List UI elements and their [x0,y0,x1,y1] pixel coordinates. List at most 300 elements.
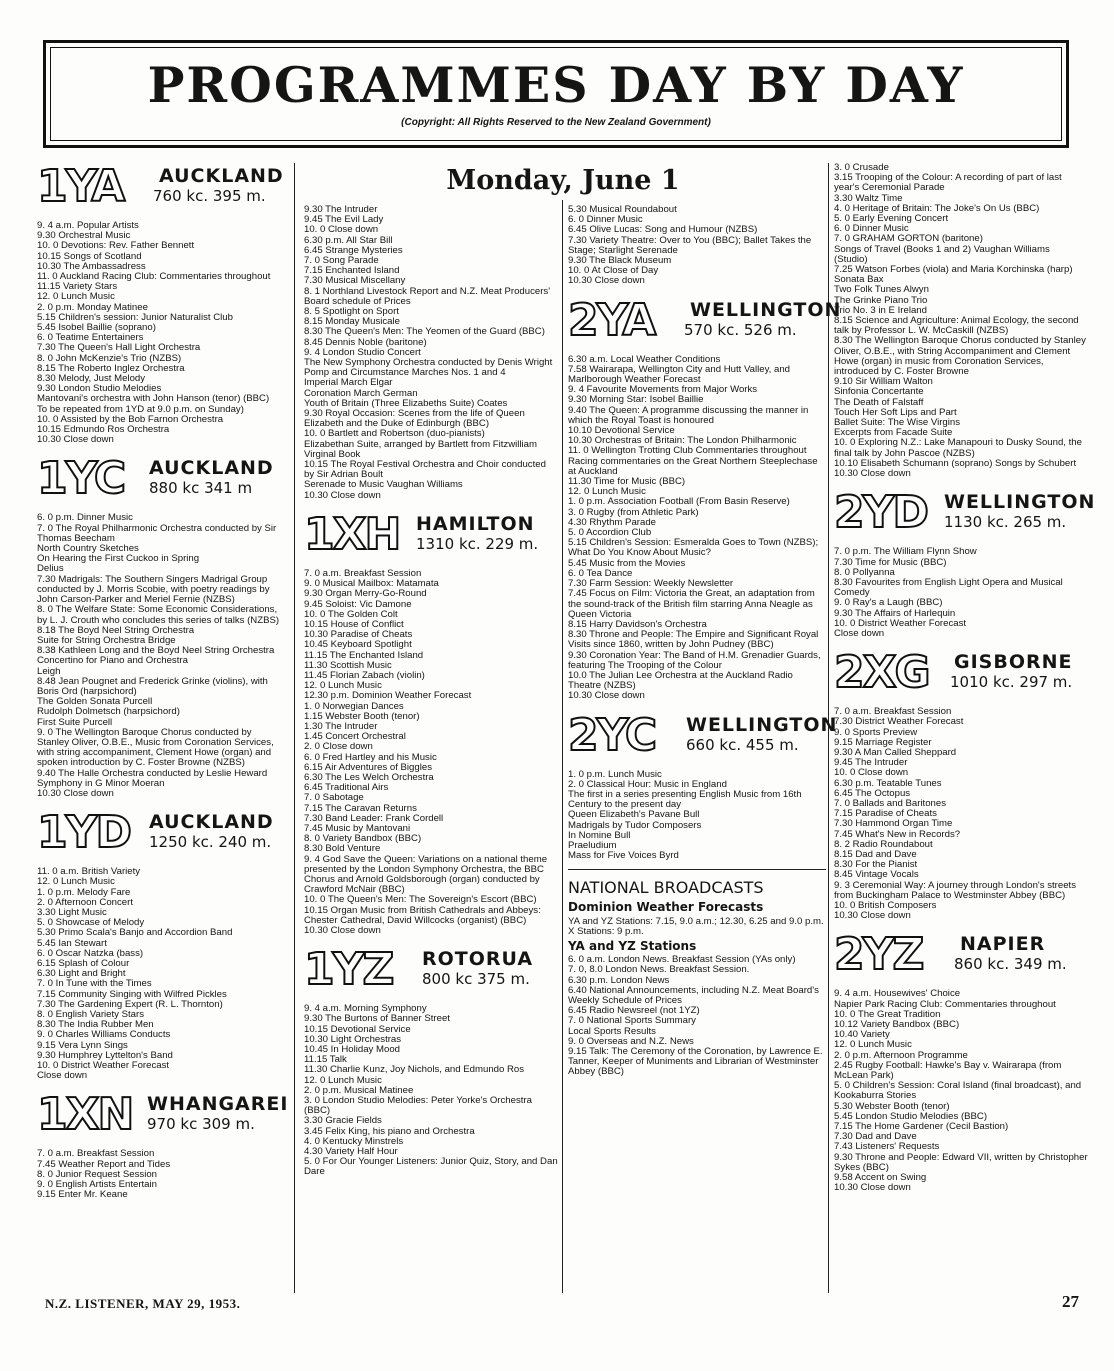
programme-line: First Suite Purcell [37,716,113,728]
programme-line: 10. 0 Exploring N.Z.: Lake Manapouri to Dusky Sound, the final talk by John Pascoe (NZBS) [834,437,1082,459]
programme-line: 1.15 Webster Booth (tenor) [304,710,420,722]
station-logo: 1YC [37,453,125,505]
programme-line: The New Symphony Orchestra conducted by Denis Wright [304,357,553,369]
programme-line: 8. 5 Spotlight on Sport [304,306,399,318]
programme-line: 11. 0 Auckland Racing Club: Commentaries throughout [37,271,271,283]
programme-line: 9.40 The Halle Orchestra conducted by Leslie Heward [37,767,268,779]
schedule-2xg [834,707,1088,921]
programme-line: 10.15 House of Conflict [304,618,404,630]
programme-line: 5. 0 Children's Session: Coral Island (final broadcast), and Kookaburra Stories [834,1080,1082,1102]
programme-line: 12. 0 Lunch Music [834,1039,912,1051]
programme-line: 6.45 Radio Newsreel (not 1YZ) [568,1005,700,1017]
programme-line: 10. 0 District Weather Forecast [834,617,967,629]
schedule-1yc [37,513,281,799]
programme-line: 6. 0 Dinner Music [568,214,643,226]
programme-line: 7. 0 Ballads and Baritones [834,797,947,809]
programme-line: Close down [834,627,885,639]
station-logo: 1YA [37,161,124,212]
column-1 [37,161,289,1293]
national-broadcasts-title: NATIONAL BROADCASTS [568,869,826,898]
programme-line: 10.30 Close down [568,275,645,287]
station-city: AUCKLAND [149,457,274,480]
programme-line: 9. 4 a.m. Popular Artists [37,220,139,231]
programme-line: 7.30 Musical Miscellany [304,275,406,287]
programme-line: 12. 0 Lunch Music [37,876,115,888]
programme-line: On Hearing the First Cuckoo in Spring [37,553,200,565]
programme-line: 9. 0 English Artists Entertain [37,1179,157,1191]
schedule-2yc [568,770,826,862]
programme-line: 5.45 Ian Stewart [37,937,107,949]
station-header-2yc [568,709,838,764]
programme-line: 10. 0 Assisted by the Bob Farnon Orchestra [37,413,224,425]
programme-line: 10. 0 The Great Tradition [834,1008,941,1020]
programme-line: 8. 0 Junior Request Session [37,1168,157,1180]
programme-line: 10.40 Variety [834,1029,890,1041]
programme-line: 7.30 Dad and Dave [834,1131,917,1143]
programme-line: 7.30 District Weather Forecast [834,716,964,728]
programme-line: 9.45 The Evil Lady [304,214,384,226]
programme-line: 9.30 The Black Museum [568,255,672,267]
schedule-1xn-continued [304,205,558,501]
programme-line: Praeludium [568,839,617,851]
programme-line: 8. 0 Pollyanna [834,566,895,578]
programme-line: 9.30 The Burtons of Banner Street [304,1013,450,1025]
programme-line: 6. 0 Oscar Natzka (bass) [37,947,144,959]
programme-line: 6. 0 p.m. Dinner Music [37,512,133,524]
programme-line: 9. 4 a.m. Housewives' Choice [834,988,961,1000]
programme-line: 10.10 Devotional Service [568,425,675,437]
programme-line: 2. 0 p.m. Musical Matinee [304,1084,414,1096]
programme-line: 5. 0 Showcase of Melody [37,917,145,929]
programme-line: In Nomine Bull [568,829,631,841]
station-logo: 2YA [568,294,655,346]
programme-line: 4.30 Rhythm Parade [568,516,656,528]
station-city: WELLINGTON [944,491,1096,514]
programme-line: Pomp and Circumstance Marches Nos. 1 and 4 [304,367,506,379]
programme-line: 9.30 Throne and People: Edward VII, written by Christopher Sykes (BBC) [834,1151,1088,1173]
programme-line: 9.40 The Queen: A programme discussing the manner in which the Royal Toast is honoured [568,404,809,426]
programme-line: 1. 0 p.m. Association Football (From Basin Reserve) [568,496,790,508]
programme-line: 6.45 Olive Lucas: Song and Humour (NZBS) [568,224,758,236]
programme-line: 7.45 Weather Report and Tides [37,1158,171,1170]
page-number: 27 [1062,1292,1079,1311]
programme-line: 9. 4 God Save the Queen: Variations on a national theme presented by the London Symphony Orchestra, the BBC Chorus and Arnold Goldsborough (organ) conducted by Crawford McNair (BBC) [304,853,548,896]
programme-line: 2. 0 p.m. Afternoon Programme [834,1049,968,1061]
programme-line: 7.30 Variety Theatre: Over to You (BBC); Ballet Takes the Stage; Starlight Serenade [568,234,812,256]
station-frequency: 1310 kc. 229 m. [416,534,539,553]
station-city: GISBORNE [954,651,1073,674]
programme-line: 3. 0 Rugby (from Athletic Park) [568,506,699,518]
schedule-2yd [834,547,1088,639]
programme-line: 6.30 The Les Welch Orchestra [304,771,434,783]
programme-line: 7.45 Focus on Film: Victoria the Great, an adaptation from the sound-track of the British film starring Anna Neagle as Queen Victoria [568,588,815,620]
programme-line: (Studio) [834,253,868,265]
programme-line: 7. 0 National Sports Summary [568,1015,696,1027]
programme-line: 9. 4 London Studio Concert [304,346,421,358]
programme-line: 10.15 Songs of Scotland [37,250,142,262]
programme-line: 11. 0 a.m. British Variety [37,866,141,878]
programme-line: 8. 0 John McKenzie's Trio (NZBS) [37,352,182,364]
programme-line: 5.30 Primo Scala's Banjo and Accordion Band [37,927,233,939]
programme-line: 10. 0 Close down [834,767,909,779]
station-frequency: 1250 kc. 240 m. [149,833,272,852]
programme-line: 12. 0 Lunch Music [37,291,115,303]
programme-line: 10.15 Edmundo Ros Orchestra [37,424,170,436]
station-frequency: 1130 kc. 265 m. [944,513,1067,532]
station-logo: 1YD [37,807,130,859]
programme-line: 10.30 The Ambassadress [37,260,146,272]
station-logo: 2YD [834,487,927,539]
programme-line: Imperial March Elgar [304,377,393,389]
programme-line: 11.45 Florian Zabach (violin) [304,669,425,681]
station-header-1yd [37,809,281,861]
programme-line: 9.15 Talk: The Ceremony of the Coronation, by Lawrence E. Tanner, Keeper of Muniments and Librarian of Westminster Abbey (BBC) [568,1046,823,1078]
programme-line: Symphony in G Minor Moeran [37,777,165,789]
programme-line: Coronation March German [304,387,418,399]
programme-line: 10.15 The Royal Festival Orchestra and Choir conducted by Sir Adrian Boult [304,459,546,481]
programme-line: 8.15 Science and Agriculture: Animal Ecology, the second talk by Professor L. W. McCaskill (NZBS) [834,315,1079,337]
station-frequency: 1010 kc. 297 m. [950,673,1073,692]
programme-line: 10.30 Close down [834,910,911,922]
programme-line: Sonata Bax [834,274,884,286]
programme-line: 1. 0 p.m. Melody Fare [37,886,131,898]
programme-line: 2.45 Rugby Football: Hawke's Bay v. Wairarapa (from McLean Park) [834,1059,1062,1082]
schedule-1yz [304,1004,558,1177]
station-logo: 1YZ [304,944,393,996]
programme-line: 7.25 Watson Forbes (viola) and Maria Korchinska (harp) [834,264,1073,276]
programme-line: 10.30 Orchestras of Britain: The London Philharmonic [568,435,797,447]
programme-line: 9. 0 Charles Williams Conducts [37,1029,171,1041]
programme-line: 7.30 Farm Session: Weekly Newsletter [568,578,734,590]
programme-line: 10. 0 The Queen's Men: The Sovereign's Escort (BBC) [304,894,537,906]
programme-line: 6. 0 Tea Dance [568,567,633,579]
programme-line: 4.30 Variety Half Hour [304,1146,398,1158]
programme-line: 9. 0 Overseas and N.Z. News [568,1035,694,1047]
programme-line: 10.15 Devotional Service [304,1023,411,1035]
programme-line: 2. 0 Close down [304,741,373,753]
programme-line: 7.15 Enchanted Island [304,265,400,277]
programme-line: 9.15 Marriage Register [834,736,932,748]
programme-line: 6.15 Air Adventures of Biggles [304,761,432,773]
programme-line: 7.43 Listeners' Requests [834,1141,940,1153]
copyright-notice: (Copyright: All Rights Reserved to the New Zealand Government) [401,117,711,128]
programme-line: Ballet Suite: The Wise Virgins [834,417,961,429]
programme-line: 8.30 Melody, Just Melody [37,373,146,385]
masthead [43,40,1069,148]
programme-line: 9. 0 Ray's a Laugh (BBC) [834,597,943,609]
programme-line: 9.45 Soloist: Vic Damone [304,598,412,610]
station-frequency: 800 kc 375 m. [422,970,530,989]
station-header-1xn [37,1089,289,1143]
programme-line: 6.30 p.m. All Star Bill [304,234,393,246]
programme-line: 10.15 Organ Music from British Cathedrals and Abbeys: Chester Cathedral, David Willcocks (organist) (BBC) [304,904,541,926]
station-frequency: 880 kc 341 m [149,479,253,498]
weather-forecasts-heading: Dominion Weather Forecasts [568,900,764,915]
programme-line: Leigh [37,665,61,677]
station-frequency: 570 kc. 526 m. [684,320,797,339]
page-title: PROGRAMMES DAY BY DAY [147,56,965,114]
programme-line: 9.45 The Intruder [834,757,908,769]
programme-line: 8.15 Harry Davidson's Orchestra [568,618,707,630]
station-city: WELLINGTON [686,713,838,736]
programme-line: X Stations: 9 p.m. [568,925,644,937]
station-logo: 2XG [834,647,929,699]
programme-line: 8.45 Dennis Noble (baritone) [304,336,427,348]
programme-line: Serenade to Music Vaughan Williams [304,479,463,491]
national-broadcasts-box [568,869,826,1077]
schedule-1ya [37,221,281,445]
programme-line: 6.45 Traditional Airs [304,782,389,794]
programme-line: Sinfonia Concertante [834,386,924,398]
programme-line: 10. 0 British Composers [834,899,937,911]
programme-line: 8.30 Throne and People: The Empire and Significant Royal Visits since 1860, written by John Pudney (BBC) [568,629,819,651]
programme-line: 7. 0 Sabotage [304,792,364,804]
programme-line: 8. 2 Radio Roundabout [834,838,933,850]
programme-line: 6.30 p.m. Teatable Tunes [834,777,942,789]
programme-line: North Country Sketches [37,543,139,555]
programme-line: 11.15 The Enchanted Island [304,649,424,661]
programme-line: 5. 0 For Our Younger Listeners: Junior Quiz, Story, and Dan Dare [304,1156,558,1178]
programme-line: 11.30 Charlie Kunz, Joy Nichols, and Edmundo Ros [304,1064,525,1076]
station-city: AUCKLAND [159,165,284,187]
day-heading: Monday, June 1 [446,165,680,196]
programme-line: 1. 0 Norwegian Dances [304,700,404,712]
programme-line: 6.40 National Announcements, including N.Z. Meat Board's Weekly Schedule of Prices [568,984,819,1006]
programme-line: 6.30 Light and Bright [37,968,126,980]
programme-line: 10.30 Paradise of Cheats [304,629,413,641]
schedule-1xn [37,1149,281,1200]
programme-line: 9.58 Accent on Swing [834,1172,927,1184]
schedule-2ya [568,355,826,702]
programme-line: 8.18 The Boyd Neel String Orchestra [37,624,195,636]
programme-line: 7.30 The Queen's Hall Light Orchestra [37,342,201,354]
programme-line: 8.45 Vintage Vocals [834,869,919,881]
station-header-2ya [568,294,842,349]
programme-line: 8.30 The Queen's Men: The Yeomen of the Guard (BBC) [304,326,545,338]
national-schedule [568,955,826,1077]
station-header-1ya [37,161,284,215]
column-3 [568,204,842,1293]
programme-line: 9.30 London Studio Melodies [37,383,162,395]
station-city: NAPIER [960,933,1046,956]
programme-line: 6.30 p.m. London News [568,974,670,986]
schedule-2yz [834,989,1088,1193]
programme-line: 9. 4 a.m. Morning Symphony [304,1003,427,1015]
station-logo: 1XH [304,508,400,560]
schedule-1yz-continued [568,205,826,287]
programme-line: 7. 0 a.m. Breakfast Session [304,567,422,579]
programme-line: 10.10 Elisabeth Schumann (soprano) Songs by Schubert [834,457,1077,469]
programme-line: Mass for Five Voices Byrd [568,850,679,862]
programme-line: 2. 0 Classical Hour: Music in England [568,778,727,790]
station-header-1yz [304,946,558,998]
programme-line: Local Sports Results [568,1025,656,1037]
programme-line: 7.15 The Home Gardener (Cecil Bastion) [834,1121,1009,1133]
programme-line: 5.45 London Studio Melodies (BBC) [834,1110,988,1122]
programme-line: 5.15 Children's Session: Esmeralda Goes to Town (NZBS); What Do You Know About Music? [568,537,819,559]
programme-line: 8.15 Dad and Dave [834,848,917,860]
station-header-2xg [834,649,1088,701]
programme-line: 10.30 Close down [834,1182,911,1194]
programme-line: 11.15 Variety Stars [37,281,118,293]
programme-line: 6. 0 Fred Hartley and his Music [304,751,437,763]
programme-line: 9.30 Royal Occasion: Scenes from the life of Queen Elizabeth and the Duke of Edinburgh (BBC) [304,408,525,430]
programme-line: 5.30 Webster Booth (tenor) [834,1100,950,1112]
programme-line: 10.30 Close down [304,489,381,501]
programme-line: 8. 0 English Variety Stars [37,1009,145,1020]
programme-line: Delius [37,563,64,575]
programme-line: 6. 0 a.m. London News. Breakfast Session (YAs only) [568,954,796,966]
programme-line: 7.45 What's New in Records? [834,828,961,840]
programme-line: 10.30 Close down [568,690,645,702]
programme-line: 8.30 Favourites from English Light Opera and Musical Comedy [834,576,1063,599]
station-logo: 2YC [568,709,656,761]
station-city: ROTORUA [422,948,534,971]
programme-line: Excerpts from Facade Suite [834,427,953,439]
issue-footer: N.Z. LISTENER, MAY 29, 1953. [45,1296,241,1311]
station-logo: 1XN [37,1089,133,1141]
programme-line: 7.30 Hammond Organ Time [834,818,953,830]
programme-line: 9.30 A Man Called Sheppard [834,746,957,758]
programme-line: 9.15 Enter Mr. Keane [37,1189,128,1201]
programme-line: 10. 0 Devotions: Rev. Father Bennett [37,240,195,252]
programme-line: 9.30 The Affairs of Harlequin [834,607,956,619]
programme-line: 7.58 Wairarapa, Wellington City and Hutt Valley, and Marlborough Weather Forecast [568,363,791,386]
programme-line: 9.30 Humphrey Lyttelton's Band [37,1049,173,1061]
programme-line: 9. 4 Favourite Movements from Major Works [568,384,758,396]
programme-line: 10.0 The Julian Lee Orchestra at the Auckland Radio Theatre (NZBS) [568,669,793,692]
station-city: HAMILTON [416,512,535,535]
programme-line: 7. 0 a.m. Breakfast Session [37,1148,155,1160]
programme-line: Concertino for Piano and Orchestra [37,655,188,667]
column-rule [294,163,295,1293]
programme-line: 6.30 a.m. Local Weather Conditions [568,353,721,365]
programme-line: 5.15 Children's session: Junior Naturalist Club [37,311,233,323]
programme-line: 11.15 Talk [304,1054,347,1066]
programme-line: 7. 0 p.m. The William Flynn Show [834,546,977,558]
programme-line: Napier Park Racing Club: Commentaries throughout [834,998,1056,1010]
programme-line: 10.30 Light Orchestras [304,1033,402,1045]
programme-line: Mantovani's orchestra with John Hanson (tenor) (BBC) To be repeated from 1YD at 9.0 p.m. on Sunday) [37,393,270,415]
programme-line: 2. 0 Afternoon Concert [37,896,133,908]
station-header-1xh [304,508,558,563]
programme-line: 8. 1 Northland Livestock Report and N.Z. Meat Producers' Board schedule of Prices [304,285,551,307]
programme-line: 5.45 Music from the Movies [568,557,686,569]
programme-line: 8.48 Jean Pougnet and Frederick Grinke (violins), with Boris Ord (harpsichord) [37,675,268,697]
column-rule [562,200,563,1293]
programme-line: 8.30 For the Pianist [834,859,918,871]
programme-line: 7.15 Community Singing with Wilfred Pickles [37,988,227,1000]
programme-line: 3.15 Trooping of the Colour: A recording of part of last year's Ceremonial Parade [834,172,1062,194]
station-logo: 2YZ [834,929,923,981]
station-frequency: 860 kc. 349 m. [954,955,1067,974]
programme-line: Elizabethan Suite, arranged by Bartlett from Fitzwilliam Virginal Book [304,438,538,460]
programme-line: 12. 0 Lunch Music [568,486,646,498]
ya-yz-stations-heading: YA and YZ Stations [568,938,697,953]
programme-line: 9.30 The Intruder [304,204,378,215]
programme-line: YA and YZ Stations: 7.15, 9.0 a.m.; 12.30, 6.25 and 9.0 p.m. [568,915,824,927]
programme-line: 7.30 Time for Music (BBC) [834,556,947,568]
programme-line: 8.30 The India Rubber Men [37,1019,154,1031]
programme-line: 3.30 Gracie Fields [304,1115,382,1127]
programme-line: 7. 0 GRAHAM GORTON (baritone) [834,233,983,245]
programme-line: 5.45 Isobel Baillie (soprano) [37,322,156,334]
programme-line: 7.30 Madrigals: The Southern Singers Madrigal Group conducted by J. Morris Scobie, with poetry readings by John Carson-Parker and Meriel Fernie (NZBS) [37,573,270,606]
programme-line: 3.30 Light Music [37,906,107,918]
programme-line: Rudolph Dolmetsch (harpsichord) [37,706,180,718]
programme-line: 9.30 Morning Star: Isobel Baillie [568,394,704,406]
programme-line: 9.15 Vera Lynn Sings [37,1039,128,1051]
programme-line: Suite for String Orchestra Bridge [37,634,176,646]
programme-line: 10.12 Variety Bandbox (BBC) [834,1019,960,1030]
programme-line: 5. 0 Accordion Club [568,527,652,539]
programme-line: 7. 0, 8.0 London News. Breakfast Session. [568,964,750,976]
programme-line: 10.30 Close down [37,434,114,446]
station-city: AUCKLAND [149,811,274,834]
station-header-2yz [834,931,1088,983]
station-header-1yc [37,455,281,507]
programme-line: 8. 0 The Welfare State: Some Economic Considerations, by L. J. Crouth who concludes this series of talks (NZBS) [37,604,280,626]
programme-line: 3.45 Felix King, his piano and Orchestra [304,1125,475,1137]
programme-line: 10.30 Close down [304,925,381,936]
programme-line: 7.15 Paradise of Cheats [834,808,937,820]
programme-line: 9.30 Organ Merry-Go-Round [304,588,427,600]
programme-line: 2. 0 p.m. Monday Matinee [37,301,148,313]
programme-line: 11. 0 Wellington Trotting Club Commentaries throughout [568,445,807,457]
programme-line: 10.30 Close down [834,468,911,480]
programme-line: 8.15 The Roberto Inglez Orchestra [37,362,185,374]
programme-line: 7. 0 In Tune with the Times [37,978,152,990]
schedule-2yc-continued [834,163,1088,479]
schedule-1yd [37,867,281,1081]
programme-line: Queen Elizabeth's Pavane Bull [568,809,700,821]
programme-line: 6.45 The Octopus [834,787,911,799]
programme-line: 12.30 p.m. Dominion Weather Forecast [304,690,472,702]
programme-line: Touch Her Soft Lips and Part [834,406,957,418]
programme-line: 9. 0 The Wellington Baroque Chorus conducted by Stanley Oliver, O.B.E., Music from Coronation Services, with string accompaniment, Clement Howe (organ) and spoken introduction by C. Foster Browne (NZBS) [37,726,274,769]
programme-line: 6. 0 Dinner Music [834,223,909,235]
programme-line: 4. 0 Heritage of Britain: The Joke's On Us (BBC) [834,202,1040,214]
programme-line: 9. 0 Sports Preview [834,726,918,738]
schedule-1xh [304,569,558,936]
programme-line: Racing commentaries on the Great Northern Steeplechase at Auckland [568,455,818,477]
programme-line: 5. 0 Early Evening Concert [834,213,949,225]
programme-line: 8.30 The Wellington Baroque Chorus conducted by Stanley Oliver, O.B.E., with String Accompaniment and Clement Howe (organ) in music from Coronation Services, introduced by C. Foster Browne [834,335,1086,378]
programme-line: Trio No. 3 in E Ireland [834,304,927,316]
station-frequency: 760 kc. 395 m. [153,187,266,205]
station-header-2yd [834,487,1096,541]
programme-line: Songs of Travel (Books 1 and 2) Vaughan Williams [834,243,1050,255]
column-2 [304,205,558,1293]
programme-line: 10. 0 District Weather Forecast [37,1060,170,1072]
programme-line: 10.45 Keyboard Spotlight [304,639,412,651]
programme-line: 9. 3 Ceremonial Way: A journey through London's streets from Buckingham Palace to Westminster Abbey (BBC) [834,879,1076,901]
programme-line: 6. 0 Teatime Entertainers [37,332,144,344]
programme-line: 7.15 The Caravan Returns [304,802,417,814]
programme-line: 12. 0 Lunch Music [304,680,382,692]
programme-line: The Death of Falstaff [834,396,924,408]
programme-line: 3.30 Waltz Time [834,192,903,204]
programme-line: 9. 0 Musical Mailbox: Matamata [304,578,439,590]
programme-line: 9.30 Orchestral Music [37,230,131,242]
programme-line: 10. 0 At Close of Day [568,265,659,277]
programme-line: Two Folk Tunes Alwyn [834,284,929,296]
programme-line: 7. 0 The Royal Philharmonic Orchestra conducted by Sir Thomas Beecham [37,522,277,544]
programme-line: 12. 0 Lunch Music [304,1074,382,1086]
programme-line: 7.30 Band Leader: Frank Cordell [304,812,444,824]
programme-line: 10. 0 Close down [304,224,379,236]
programme-line: 8. 0 Variety Bandbox (BBC) [304,833,422,845]
